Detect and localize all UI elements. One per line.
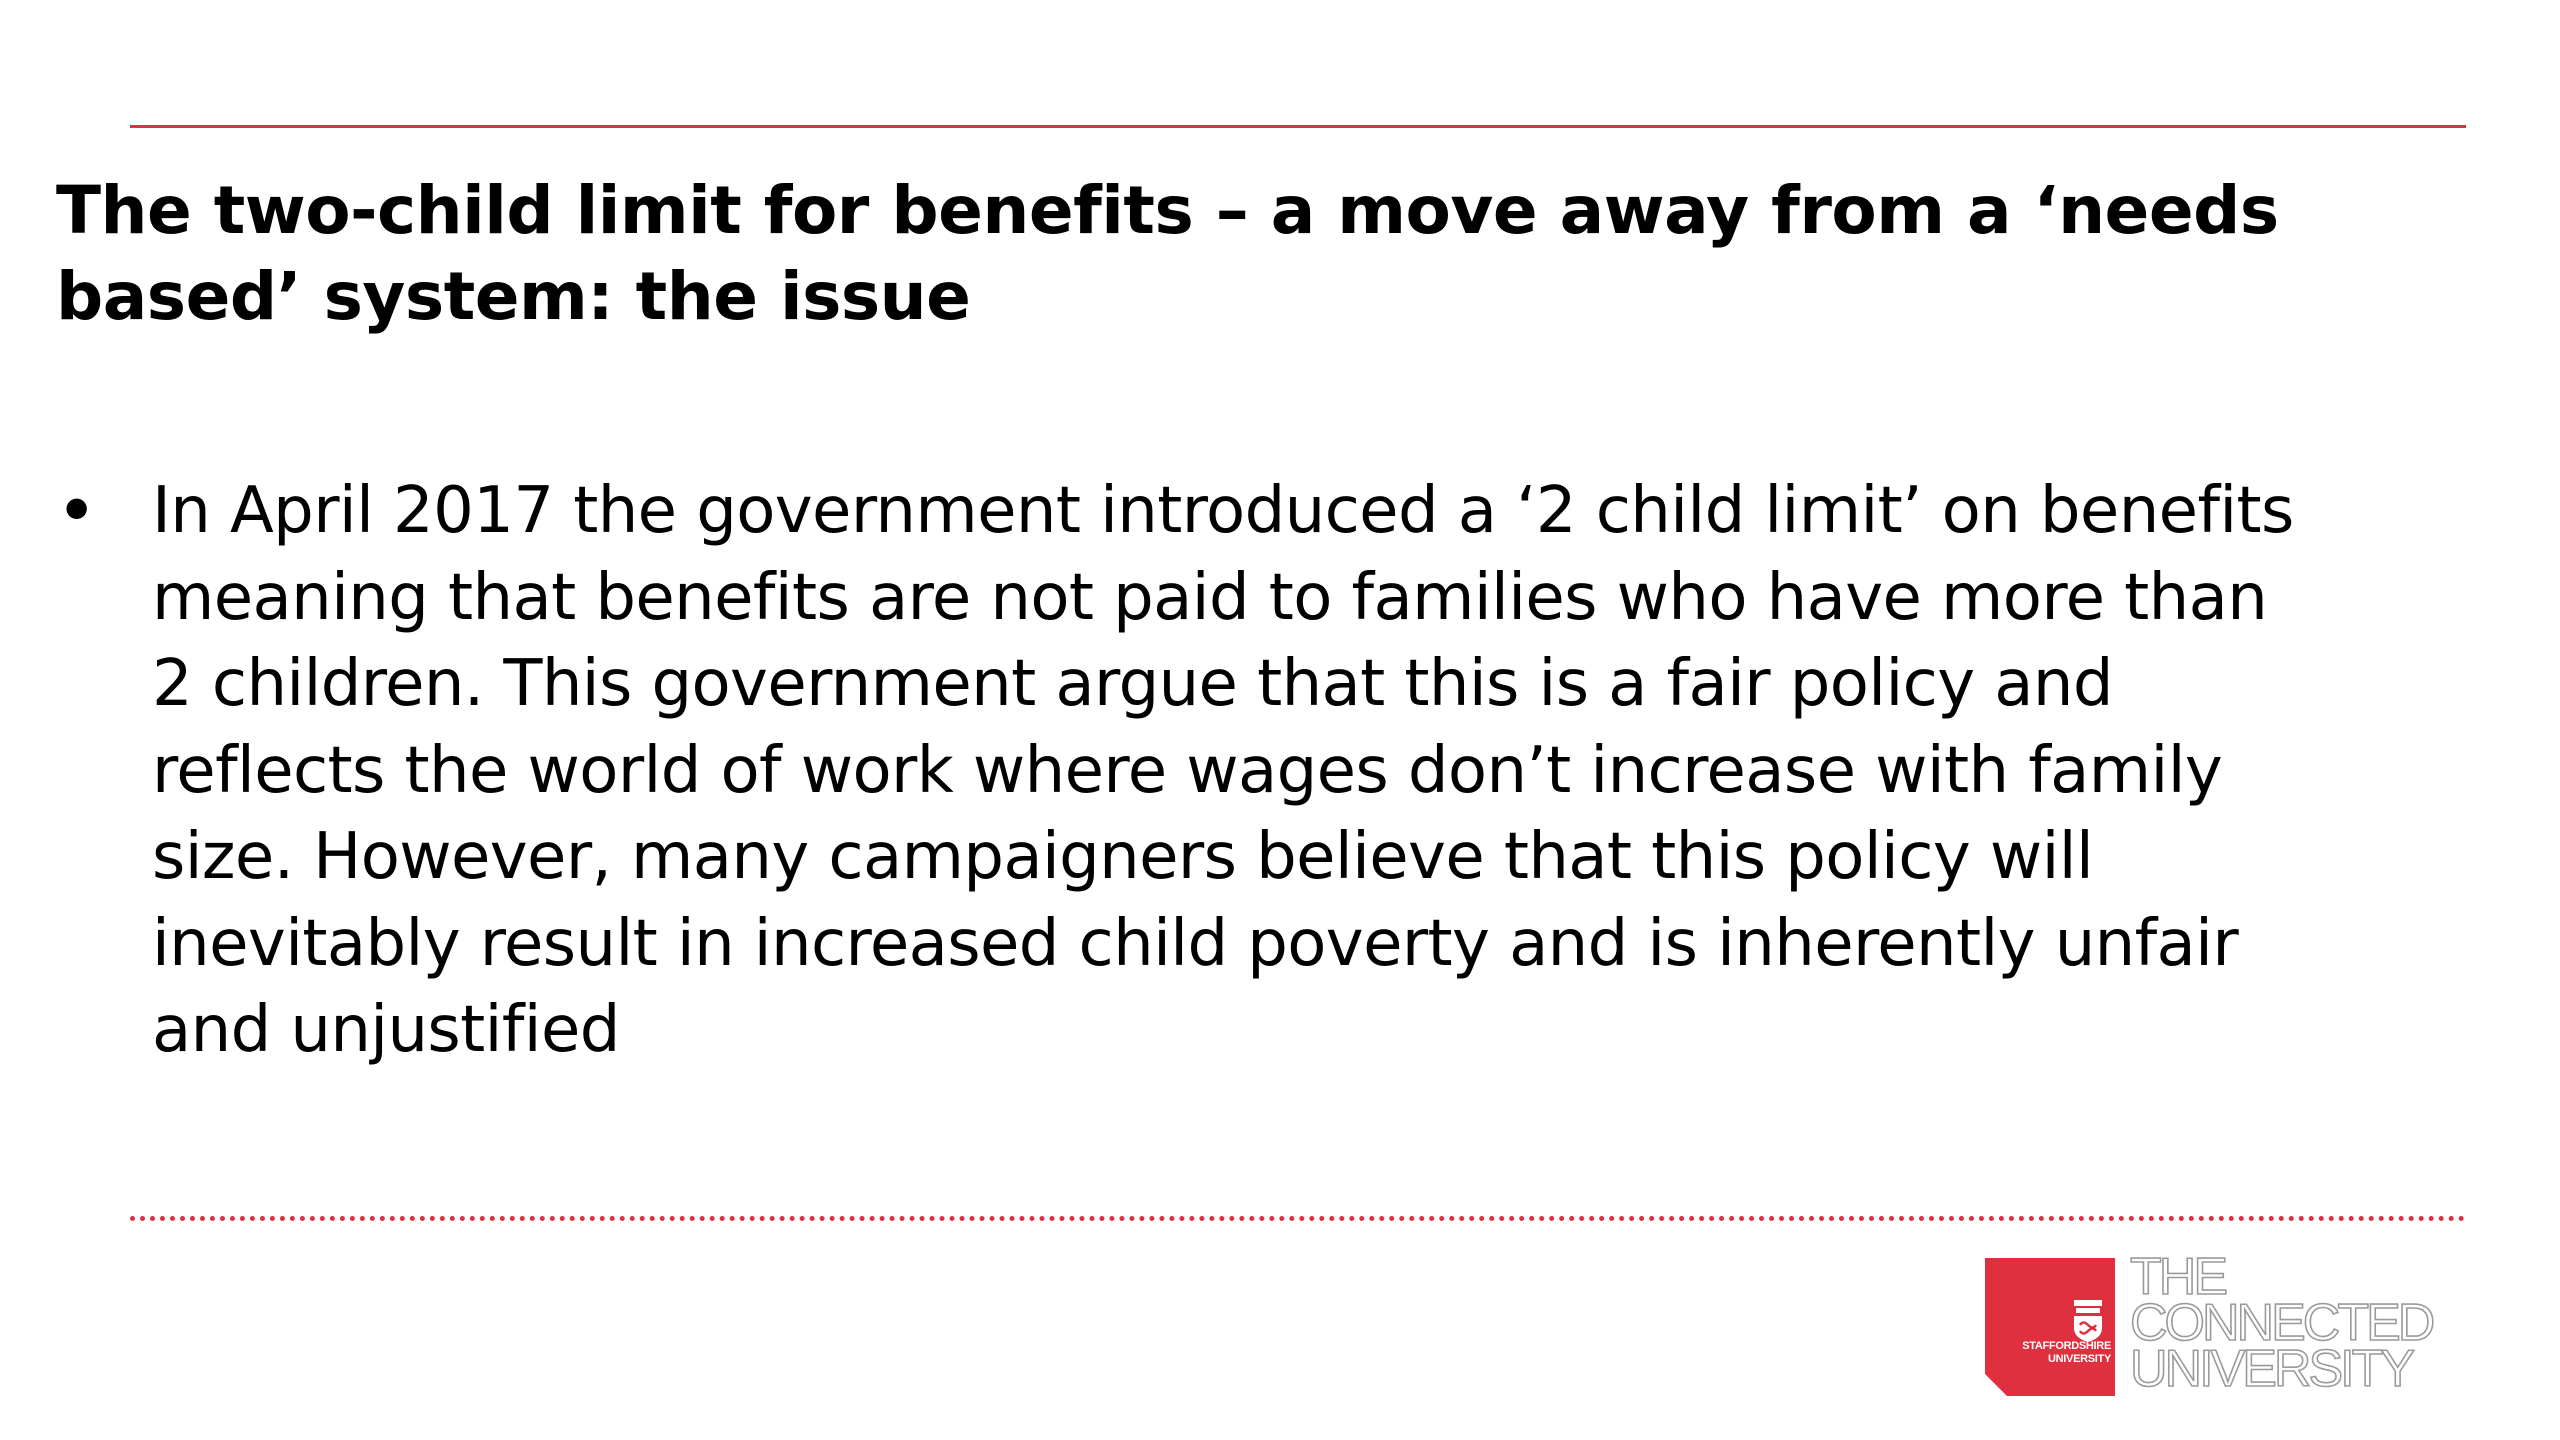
slide-title: The two-child limit for benefits – a move away from a ‘needs based’ system: the issue [56,172,2279,335]
logo-line-1: STAFFORDSHIRE [2022,1340,2111,1352]
bullet-marker: • [56,470,98,552]
logo-corner-notch [1985,1374,2007,1396]
logo-line-2: UNIVERSITY [2047,1353,2111,1365]
tagline-line-1: THE [2130,1248,2225,1306]
bullet-list [56,468,2316,1074]
top-divider [130,125,2466,128]
tagline-line-2: CONNECTED [2130,1294,2433,1352]
tagline-line-3: UNIVERSITY [2130,1340,2413,1398]
connected-university-tagline [2130,1248,2470,1398]
bullet-text: In April 2017 the government introduced a ‘2 child limit’ on benefits meaning that benefits are not paid to families who have more than 2 children. This government argue that this is a fair policy and reflects the world of work where wages don’t increase with family size. However, many campaigners believe that this policy will inevitably result in increased child poverty and is inherently unfair and unjustified [152,474,2294,1067]
bullet-item [56,468,2316,1074]
bottom-dotted-divider [130,1216,2466,1221]
crest-icon [2071,1298,2105,1344]
logo-wordmark [1991,1340,2111,1366]
staffordshire-university-logo [1985,1258,2115,1396]
